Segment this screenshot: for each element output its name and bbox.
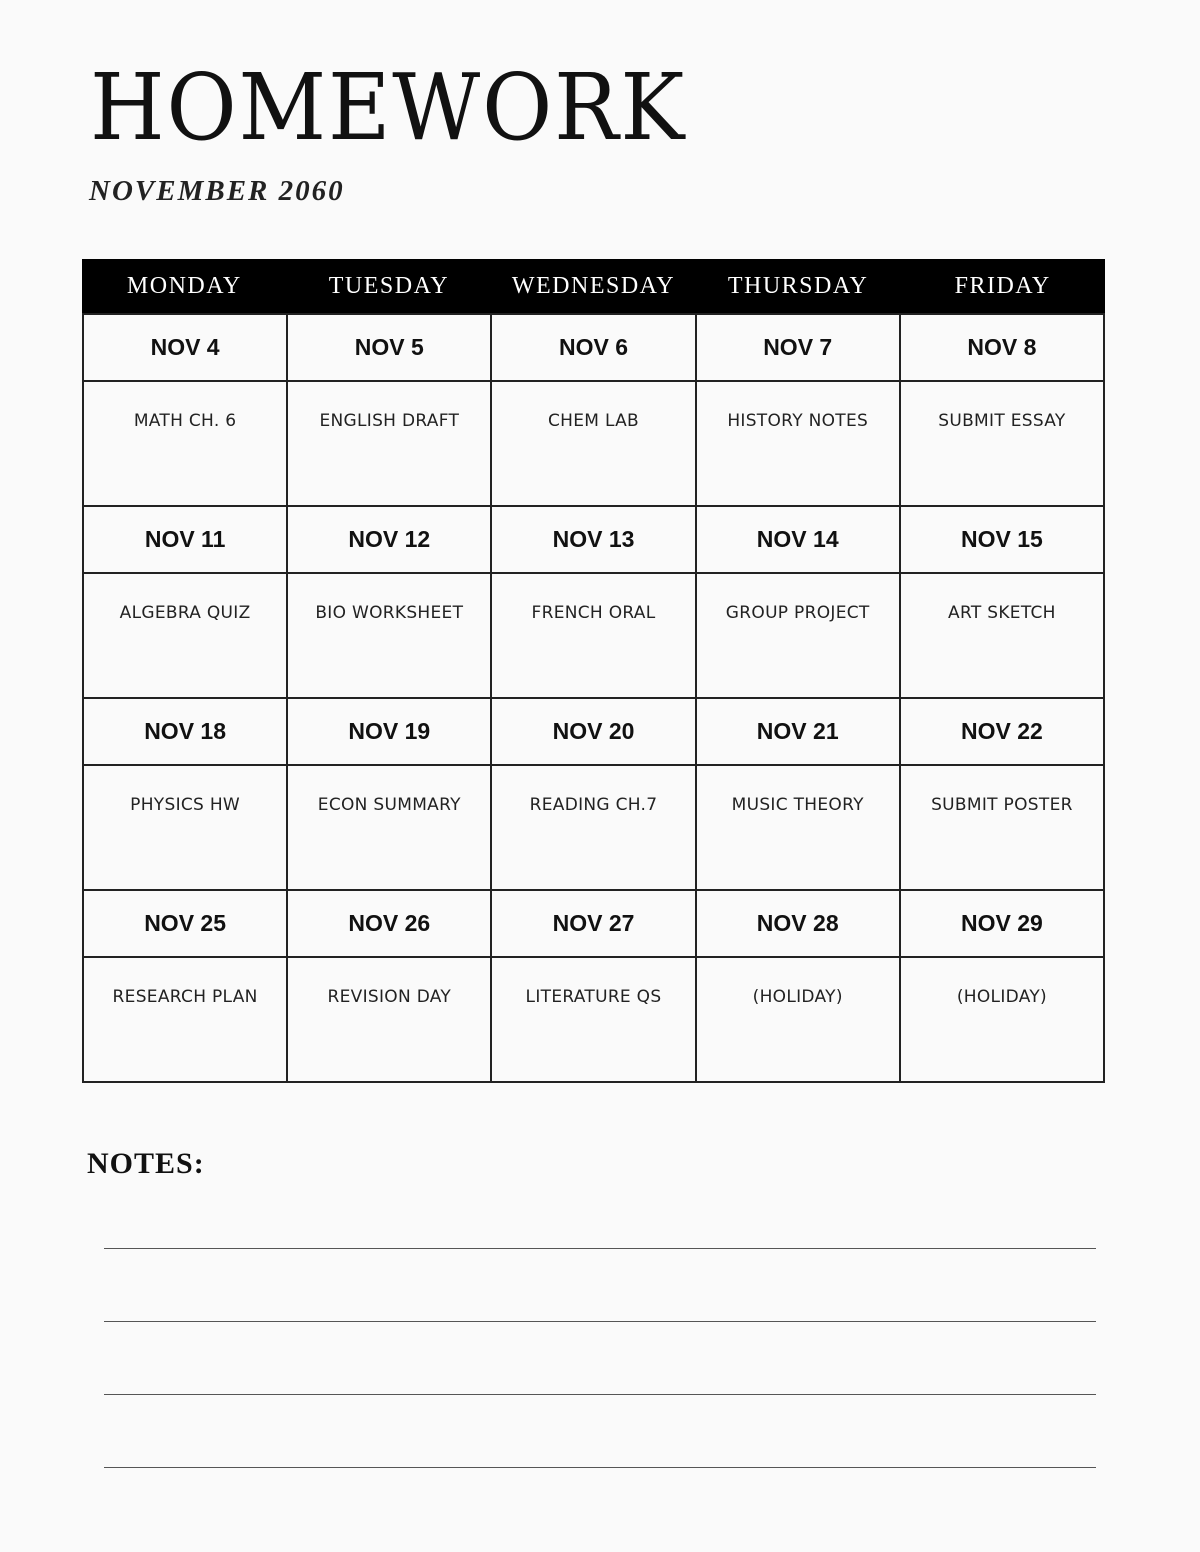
date-cell: NOV 5	[288, 315, 492, 382]
task-cell: ENGLISH DRAFT	[288, 382, 492, 507]
task-cell: ALGEBRA QUIZ	[84, 574, 288, 699]
homework-grid	[82, 313, 1105, 1083]
weekday-thursday: THURSDAY	[727, 273, 869, 299]
date-cell: NOV 13	[492, 507, 696, 574]
task-row	[84, 382, 1105, 507]
week-4	[84, 891, 1105, 1083]
task-cell: MATH CH. 6	[84, 382, 288, 507]
task-row	[84, 766, 1105, 891]
date-row	[84, 891, 1105, 958]
date-cell: NOV 6	[492, 315, 696, 382]
date-row	[84, 315, 1105, 382]
task-cell: MUSIC THEORY	[697, 766, 901, 891]
date-cell: NOV 12	[288, 507, 492, 574]
weekday-wednesday: WEDNESDAY	[511, 273, 676, 299]
task-cell: RESEARCH PLAN	[84, 958, 288, 1083]
note-line	[104, 1467, 1096, 1468]
task-cell: SUBMIT ESSAY	[901, 382, 1105, 507]
weekday-tuesday: TUESDAY	[328, 273, 450, 299]
week-3	[84, 699, 1105, 891]
page-title: HOMEWORK	[90, 54, 687, 161]
task-cell: READING CH.7	[492, 766, 696, 891]
date-cell: NOV 25	[84, 891, 288, 958]
date-cell: NOV 4	[84, 315, 288, 382]
note-line	[104, 1321, 1096, 1322]
note-line	[104, 1248, 1096, 1249]
task-cell: BIO WORKSHEET	[288, 574, 492, 699]
date-cell: NOV 14	[697, 507, 901, 574]
date-cell: NOV 26	[288, 891, 492, 958]
date-cell: NOV 15	[901, 507, 1105, 574]
task-cell: ART SKETCH	[901, 574, 1105, 699]
date-cell: NOV 28	[697, 891, 901, 958]
weekday-monday: MONDAY	[126, 273, 242, 299]
date-cell: NOV 19	[288, 699, 492, 766]
date-cell: NOV 22	[901, 699, 1105, 766]
date-cell: NOV 21	[697, 699, 901, 766]
task-cell: PHYSICS HW	[84, 766, 288, 891]
task-cell: LITERATURE QS	[492, 958, 696, 1083]
task-row	[84, 958, 1105, 1083]
task-cell: SUBMIT POSTER	[901, 766, 1105, 891]
weekday-header	[82, 259, 1105, 314]
month-subtitle: NOVEMBER 2060	[89, 175, 345, 207]
date-row	[84, 699, 1105, 766]
date-cell: NOV 27	[492, 891, 696, 958]
date-cell: NOV 11	[84, 507, 288, 574]
week-1	[84, 315, 1105, 507]
date-row	[84, 507, 1105, 574]
task-cell: HISTORY NOTES	[697, 382, 901, 507]
task-cell: CHEM LAB	[492, 382, 696, 507]
task-cell: (HOLIDAY)	[697, 958, 901, 1083]
task-cell: FRENCH ORAL	[492, 574, 696, 699]
note-line	[104, 1394, 1096, 1395]
date-cell: NOV 18	[84, 699, 288, 766]
task-row	[84, 574, 1105, 699]
date-cell: NOV 7	[697, 315, 901, 382]
notes-label: NOTES:	[87, 1147, 205, 1180]
task-cell: ECON SUMMARY	[288, 766, 492, 891]
task-cell: (HOLIDAY)	[901, 958, 1105, 1083]
week-2	[84, 507, 1105, 699]
date-cell: NOV 29	[901, 891, 1105, 958]
task-cell: REVISION DAY	[288, 958, 492, 1083]
weekday-friday: FRIDAY	[954, 273, 1051, 299]
date-cell: NOV 8	[901, 315, 1105, 382]
task-cell: GROUP PROJECT	[697, 574, 901, 699]
date-cell: NOV 20	[492, 699, 696, 766]
